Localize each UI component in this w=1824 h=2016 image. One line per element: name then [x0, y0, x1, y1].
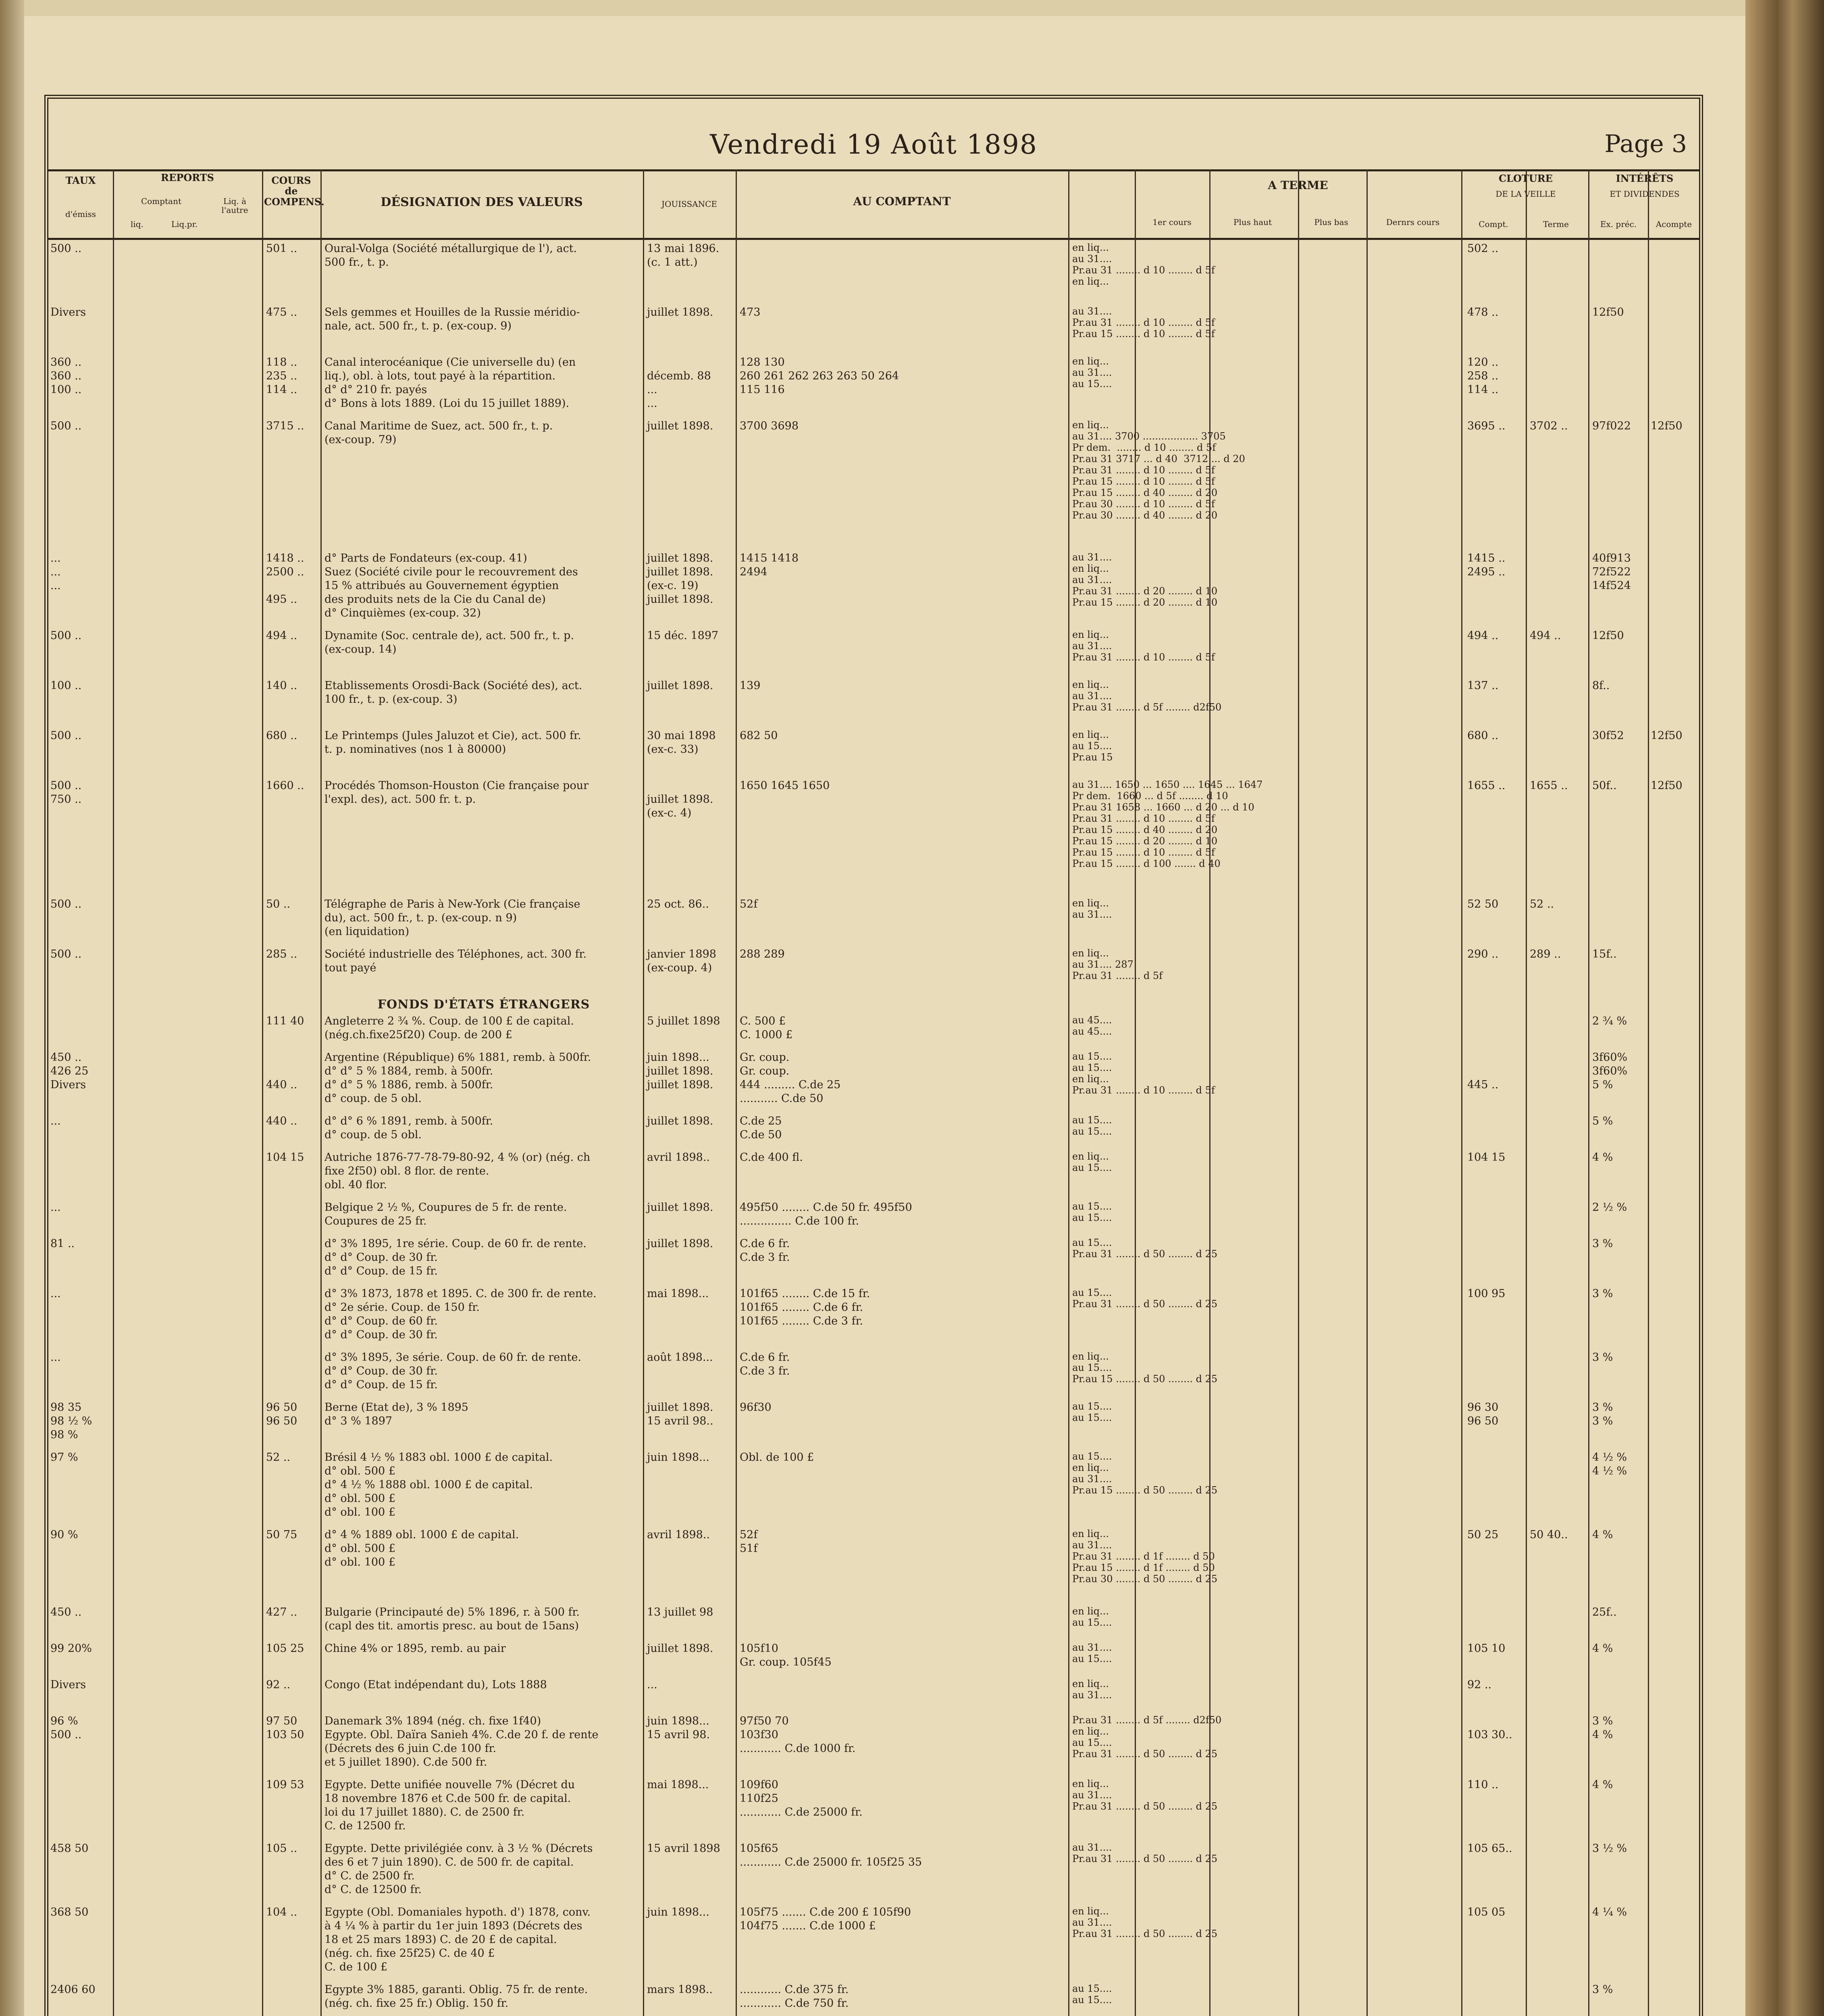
interets-cell: 2 ½ % [1592, 1201, 1627, 1214]
interets-cell: 40f913 72f522 14f524 [1592, 552, 1631, 592]
interets-cell: 4 % [1592, 1642, 1613, 1655]
taux-cell: Divers [50, 306, 86, 319]
terme-cell: au 31.... au 15.... [1072, 1642, 1112, 1664]
acompte-cell: 12f50 [1651, 420, 1683, 432]
terme-cell: Pr.au 31 ........ d 5f ........ d2f50 en liq... au 15.... Pr.au 31 ........ d 50 ........ d 25 [1072, 1714, 1222, 1760]
designation-cell: Etablissements Orosdi-Back (Société des), act. 100 fr., t. p. (ex-coup. 3) [324, 679, 582, 706]
column-rule [1068, 169, 1069, 2016]
jouissance-cell: juillet 1898. [647, 420, 713, 432]
cloture-compt-cell: 290 .. [1467, 948, 1499, 960]
interets-cell: 3 % 3 % [1592, 1401, 1613, 1427]
jouissance-cell: juillet 1898. [647, 1115, 713, 1127]
cours-cell: 3715 .. [266, 420, 304, 432]
taux-cell: 96 % 500 .. [50, 1715, 82, 1741]
taux-cell: 2406 60 [50, 1983, 96, 1996]
taux-cell: 90 % [50, 1529, 78, 1541]
header-et-dividendes: ET DIVIDENDES [1610, 189, 1680, 199]
cours-cell: 501 .. [266, 242, 297, 255]
cours-cell: 1660 .. [266, 779, 304, 792]
cloture-compt-cell: 502 .. [1467, 242, 1499, 255]
header-de-la-veille: DE LA VEILLE [1495, 189, 1556, 199]
cours-cell: 118 .. 235 .. 114 .. [266, 356, 297, 396]
comptant-cell: 1415 1418 2494 [740, 552, 799, 578]
cloture-compt-cell: 105 10 [1467, 1642, 1506, 1655]
taux-cell: 500 .. [50, 898, 82, 910]
cours-cell: 50 .. [266, 898, 291, 910]
header-liq: liq. [131, 219, 144, 229]
cours-cell: 104 .. [266, 1906, 297, 1918]
jouissance-cell: juillet 1898. [647, 1201, 713, 1214]
column-rule [1648, 169, 1649, 2016]
terme-cell: en liq... au 15.... [1072, 1606, 1112, 1628]
jouissance-cell: juin 1898... juillet 1898. juillet 1898. [647, 1051, 713, 1091]
comptant-cell: 473 [740, 306, 761, 319]
column-rule [736, 169, 737, 2016]
jouissance-cell: juillet 1898. [647, 679, 713, 692]
interets-cell: 12f50 [1592, 629, 1624, 642]
comptant-cell: 139 [740, 679, 761, 692]
designation-cell: d° Parts de Fondateurs (ex-coup. 41) Suez (Société civile pour le recouvrement des 15 % attribués au Gouvernement égyptien des produits nets de la Cie du Canal de) d° Cinquièmes (ex-coup. 32) [324, 552, 578, 619]
cours-cell: 440 .. [266, 1115, 297, 1127]
terme-cell: au 31.... Pr.au 31 ........ d 50 ........ d 25 [1072, 1842, 1218, 1864]
cours-cell: 96 50 96 50 [266, 1401, 297, 1427]
header-taux: TAUX [65, 175, 96, 186]
designation-cell: Oural-Volga (Société métallurgique de l'), act. 500 fr., t. p. [324, 242, 577, 269]
column-rule [1461, 169, 1462, 2016]
interets-cell: 30f52 [1592, 729, 1624, 742]
terme-cell: en liq... au 31.... Pr.au 31 ........ d 1f ........ d 50 Pr.au 15 ........ d 1f ........ d 50 Pr.au 30 ........ d 50 ........ d 25 [1072, 1528, 1218, 1585]
designation-cell: Canal Maritime de Suez, act. 500 fr., t. p. (ex-coup. 79) [324, 420, 553, 446]
interets-cell: 4 % [1592, 1529, 1613, 1541]
cloture-terme-cell: 3702 .. [1530, 420, 1568, 432]
taux-cell: 500 .. [50, 948, 82, 960]
comptant-cell: 52f 51f [740, 1529, 758, 1555]
jouissance-cell: mars 1898.. [647, 1983, 713, 1996]
terme-cell: en liq... au 31.... Pr.au 31 ........ d 10 ........ d 5f [1072, 629, 1215, 663]
header-premier-cours: 1er cours [1152, 217, 1192, 227]
interets-cell: 97f022 [1592, 420, 1631, 432]
comptant-cell: 1650 1645 1650 [740, 779, 830, 792]
cloture-compt-cell: 104 15 [1467, 1151, 1506, 1164]
comptant-cell: ............ C.de 375 fr. ............ C.de 750 fr. [740, 1983, 849, 2010]
column-rule [320, 169, 322, 2016]
comptant-cell: 105f75 ....... C.de 200 £ 105f90 104f75 ....... C.de 1000 £ [740, 1906, 911, 1932]
jouissance-cell: juin 1898... 15 avril 98. [647, 1715, 710, 1741]
cloture-compt-cell: 92 .. [1467, 1679, 1492, 1691]
terme-cell: en liq... au 15.... Pr.au 15 [1072, 729, 1113, 763]
comptant-cell: 105f10 Gr. coup. 105f45 [740, 1642, 832, 1668]
comptant-cell: 109f60 110f25 ............ C.de 25000 fr. [740, 1779, 863, 1818]
terme-cell: en liq... au 31.... [1072, 898, 1112, 920]
cours-cell: 285 .. [266, 948, 297, 960]
comptant-cell: 97f50 70 103f30 ............ C.de 1000 fr. [740, 1715, 856, 1755]
designation-cell: Dynamite (Soc. centrale de), act. 500 fr., t. p. (ex-coup. 14) [324, 629, 574, 656]
cloture-compt-cell: 3695 .. [1467, 420, 1506, 432]
jouissance-cell: 15 déc. 1897 [647, 629, 719, 642]
interets-cell: 3 % 4 % [1592, 1715, 1613, 1741]
interets-cell: 4 % [1592, 1779, 1613, 1791]
designation-cell: Le Printemps (Jules Jaluzot et Cie), act. 500 fr. t. p. nominatives (nos 1 à 80000) [324, 729, 581, 756]
header-au-comptant: AU COMPTANT [853, 195, 951, 208]
jouissance-cell: juillet 1898. (ex-c. 4) [647, 793, 713, 819]
designation-cell: Berne (Etat de), 3 % 1895 d° 3 % 1897 [324, 1401, 468, 1427]
taux-cell: ... [50, 1201, 61, 1214]
header-cloture: CLOTURE [1499, 173, 1553, 184]
header-liq-pr: Liq.pr. [171, 219, 198, 229]
terme-cell: au 15.... au 15.... [1072, 1201, 1112, 1223]
header-interets: INTÉRÊTS [1616, 173, 1674, 184]
header-taux-sub: d'émiss [65, 209, 96, 219]
taux-cell: Divers [50, 1679, 86, 1691]
header-acompte: Acompte [1656, 219, 1692, 229]
taux-cell: 98 35 98 ½ % 98 % [50, 1401, 92, 1441]
section-title-fonds: FONDS D'ÉTATS ÉTRANGERS [377, 998, 590, 1012]
cloture-terme-cell: 289 .. [1530, 948, 1561, 960]
cloture-compt-cell: 110 .. [1467, 1779, 1499, 1791]
jouissance-cell: janvier 1898 (ex-coup. 4) [647, 948, 716, 974]
terme-cell: au 15.... au 15.... [1072, 1114, 1112, 1137]
cloture-compt-cell: 1655 .. [1467, 779, 1506, 792]
designation-cell: Autriche 1876-77-78-79-80-92, 4 % (or) (nég. ch fixe 2f50) obl. 8 flor. de rente. obl. 40 flor. [324, 1151, 591, 1191]
cloture-compt-cell: 137 .. [1467, 679, 1499, 692]
cloture-compt-cell: 100 95 [1467, 1287, 1506, 1300]
column-rule [113, 169, 114, 2016]
interets-cell: 3 % [1592, 1237, 1613, 1250]
cours-cell: 427 .. [266, 1606, 297, 1618]
jouissance-cell: 13 juillet 98 [647, 1606, 713, 1618]
taux-cell: 500 .. 750 .. [50, 779, 82, 806]
designation-cell: Egypte. Dette privilégiée conv. à 3 ½ % (Décrets des 6 et 7 juin 1890). C. de 500 fr. de capital. d° C. de 2500 fr. d° C. de 12500 fr. [324, 1842, 593, 1896]
terme-cell: au 31.... en liq... au 31.... Pr.au 31 ........ d 20 ........ d 10 Pr.au 15 ........ d 20 ........ d 10 [1072, 552, 1218, 608]
jouissance-cell: 30 mai 1898 (ex-c. 33) [647, 729, 716, 756]
cours-cell: 494 .. [266, 629, 297, 642]
cloture-compt-cell: 103 30.. [1467, 1729, 1512, 1741]
interets-cell: 12f50 [1592, 306, 1624, 319]
column-rule [1298, 169, 1299, 2016]
taux-cell: 450 .. [50, 1606, 82, 1618]
jouissance-cell: mai 1898... [647, 1779, 709, 1791]
terme-cell: au 15.... au 15.... en liq... Pr.au 31 ........ d 10 ........ d 5f [1072, 1051, 1215, 1096]
terme-cell: au 15.... au 15.... [1072, 1983, 1112, 2006]
taux-cell: 368 50 [50, 1906, 89, 1918]
cloture-terme-cell: 50 40.. [1530, 1529, 1568, 1541]
jouissance-cell: mai 1898... [647, 1287, 709, 1300]
taux-cell: 500 .. [50, 242, 82, 255]
jouissance-cell: décemb. 88 ... ... [647, 370, 711, 410]
cloture-compt-cell: 478 .. [1467, 306, 1499, 319]
cours-cell: 50 75 [266, 1529, 297, 1541]
jouissance-cell: 13 mai 1896. (c. 1 att.) [647, 242, 720, 269]
cloture-compt-cell: 1415 .. 2495 .. [1467, 552, 1506, 578]
terme-cell: en liq... au 31.... Pr.au 31 ........ d 50 ........ d 25 [1072, 1778, 1218, 1812]
designation-cell: Congo (Etat indépendant du), Lots 1888 [324, 1679, 547, 1691]
column-rule [1366, 169, 1368, 2016]
taux-cell: ... [50, 1351, 61, 1364]
comptant-cell: 288 289 [740, 948, 785, 960]
header-liq-a: Liq. à l'autre [221, 196, 248, 215]
designation-cell: d° 3% 1873, 1878 et 1895. C. de 300 fr. de rente. d° 2e série. Coup. de 150 fr. d° d° Coup. de 60 fr. d° d° Coup. de 30 fr. [324, 1287, 597, 1341]
header-plus-haut: Plus haut [1233, 217, 1272, 227]
cours-cell: 440 .. [266, 1079, 297, 1091]
cloture-compt-cell: 120 .. 258 .. 114 .. [1467, 356, 1499, 396]
cloture-compt-cell: 96 30 96 50 [1467, 1401, 1499, 1427]
designation-cell: d° 3% 1895, 1re série. Coup. de 60 fr. de rente. d° d° Coup. de 30 fr. d° d° Coup. de 15 fr. [324, 1237, 587, 1277]
column-rule [1526, 169, 1527, 2016]
header-compt: Compt. [1479, 219, 1508, 229]
cloture-compt-cell: 52 50 [1467, 898, 1499, 910]
acompte-cell: 12f50 [1651, 729, 1683, 742]
interets-cell: 3 ½ % [1592, 1842, 1627, 1855]
comptant-cell: Obl. de 100 £ [740, 1451, 814, 1464]
taux-cell: ... [50, 1115, 61, 1127]
interets-cell: 50f.. [1592, 779, 1617, 792]
designation-cell: Egypte (Obl. Domaniales hypoth. d') 1878, conv. à 4 ¼ % à partir du 1er juin 1893 (Décrets des 18 et 25 mars 1893) C. de 20 £ de capital. (nég. ch. fixe 25f25) C. de 40 £ C. de 100 £ [324, 1906, 591, 1973]
header-jouissance: JOUISSANCE [661, 199, 718, 209]
taux-cell: 81 .. [50, 1237, 75, 1250]
comptant-cell: 101f65 ........ C.de 15 fr. 101f65 ........ C.de 6 fr. 101f65 ........ C.de 3 fr. [740, 1287, 870, 1327]
jouissance-cell: juin 1898... [647, 1451, 709, 1464]
terme-cell: en liq... au 31.... 287 Pr.au 31 ........ d 5f [1072, 948, 1163, 981]
designation-cell: Chine 4% or 1895, remb. au pair [324, 1642, 506, 1655]
header-terme: Terme [1543, 219, 1569, 229]
taux-cell: 500 .. [50, 629, 82, 642]
cloture-terme-cell: 494 .. [1530, 629, 1561, 642]
header-dernier-cours: Dernrs cours [1386, 217, 1440, 227]
jouissance-cell: août 1898... [647, 1351, 713, 1364]
page-header [44, 121, 1703, 173]
jouissance-cell: juin 1898... [647, 1906, 709, 1918]
jouissance-cell: juillet 1898. juillet 1898. (ex-c. 19) juillet 1898. [647, 552, 713, 606]
designation-cell: Société industrielle des Téléphones, act. 300 fr. tout payé [324, 948, 587, 974]
interets-cell: 25f.. [1592, 1606, 1617, 1618]
cours-cell: 92 .. [266, 1679, 291, 1691]
comptant-cell: 52f [740, 898, 758, 910]
terme-cell: en liq... au 31.... Pr.au 31 ........ d 10 ........ d 5f en liq... [1072, 242, 1215, 287]
taux-cell: 500 .. [50, 729, 82, 742]
cloture-compt-cell: 445 .. [1467, 1079, 1499, 1091]
jouissance-cell: juillet 1898. [647, 1237, 713, 1250]
jouissance-cell: ... [647, 1679, 657, 1691]
interets-cell: 4 ¼ % [1592, 1906, 1627, 1918]
page-date: Vendredi 19 Août 1898 [710, 129, 1038, 160]
header-ex-prec: Ex. préc. [1600, 219, 1637, 229]
header-reports: REPORTS [161, 172, 214, 183]
designation-cell: Egypte. Dette unifiée nouvelle 7% (Décret du 18 novembre 1876 et C.de 500 fr. de capital. loi du 17 juillet 1880). C. de 2500 fr. C. de 12500 fr. [324, 1779, 575, 1832]
jouissance-cell: avril 1898.. [647, 1151, 710, 1164]
designation-cell: Sels gemmes et Houilles de la Russie méridio- nale, act. 500 fr., t. p. (ex-coup. 9) [324, 306, 580, 332]
comptant-cell: C.de 25 C.de 50 [740, 1115, 782, 1141]
comptant-cell: 105f65 ............ C.de 25000 fr. 105f25 35 [740, 1842, 922, 1868]
terme-cell: en liq... au 31.... 3700 .................. 3705 Pr dem. ........ d 10 ........ d 5f Pr.au 31 3717 ... d 40 3712 ... d 20 Pr.au 31 ........ d 10 ........ d 5f Pr.au 15 ........ d 10 ........ d 5f Pr.au 15 ........ d 40 ........ d 20 Pr.au 30 ........ d 10 ........ d 5f Pr.au 30 ........ d 40 ........ d 20 [1072, 419, 1245, 521]
terme-cell: au 15.... Pr.au 31 ........ d 50 ........ d 25 [1072, 1237, 1218, 1260]
jouissance-cell: 25 oct. 86.. [647, 898, 709, 910]
designation-cell: d° 3% 1895, 3e série. Coup. de 60 fr. de rente. d° d° Coup. de 30 fr. d° d° Coup. de 15 fr. [324, 1351, 582, 1391]
taux-cell: 458 50 [50, 1842, 89, 1855]
interets-cell: 2 ¾ % [1592, 1015, 1627, 1027]
header-comptant: Comptant [141, 196, 181, 206]
designation-cell: Angleterre 2 ¾ %. Coup. de 100 £ de capital. (nég.ch.fixe25f20) Coup. de 200 £ [324, 1015, 574, 1041]
comptant-cell: 495f50 ........ C.de 50 fr. 495f50 ............... C.de 100 fr. [740, 1201, 912, 1227]
cloture-compt-cell: 50 25 [1467, 1529, 1499, 1541]
column-rule [262, 169, 263, 2016]
terme-cell: en liq... au 31.... [1072, 1678, 1112, 1701]
terme-cell: au 15.... Pr.au 31 ........ d 50 ........ d 25 [1072, 1287, 1218, 1310]
interets-cell: 5 % [1592, 1115, 1613, 1127]
jouissance-cell: 5 juillet 1898 [647, 1015, 720, 1027]
taux-cell: 500 .. [50, 420, 82, 432]
designation-cell: Argentine (République) 6% 1881, remb. à 500fr. d° d° 5 % 1884, remb. à 500fr. d° d° 5 % 1886, remb. à 500fr. d° coup. de 5 obl. [324, 1051, 591, 1105]
interets-cell: 8f.. [1592, 679, 1610, 692]
designation-cell: Belgique 2 ½ %, Coupures de 5 fr. de rente. Coupures de 25 fr. [324, 1201, 567, 1227]
designation-cell: Egypte 3% 1885, garanti. Oblig. 75 fr. de rente. (nég. ch. fixe 25 fr.) Oblig. 150 fr. [324, 1983, 588, 2010]
interets-cell: 3 % [1592, 1351, 1613, 1364]
column-rule [1588, 169, 1589, 2016]
cours-cell: 680 .. [266, 729, 297, 742]
cours-cell: 109 53 [266, 1779, 304, 1791]
cours-cell: 105 25 [266, 1642, 304, 1655]
taux-cell: 99 20% [50, 1642, 92, 1655]
book-binding [1745, 0, 1824, 2016]
header-plus-bas: Plus bas [1314, 217, 1348, 227]
page-left-edge [0, 0, 24, 2016]
taux-cell: 100 .. [50, 679, 82, 692]
terme-cell: en liq... au 15.... Pr.au 15 ........ d 50 ........ d 25 [1072, 1351, 1218, 1385]
comptant-cell: 96f30 [740, 1401, 772, 1414]
cloture-compt-cell: 105 65.. [1467, 1842, 1512, 1855]
cours-cell: 104 15 [266, 1151, 304, 1164]
jouissance-cell: avril 1898.. [647, 1529, 710, 1541]
interets-cell: 4 ½ % 4 ½ % [1592, 1451, 1627, 1477]
taux-cell: 360 .. 360 .. 100 .. [50, 356, 82, 396]
cours-cell: 105 .. [266, 1842, 297, 1855]
jouissance-cell: juillet 1898. 15 avril 98.. [647, 1401, 713, 1427]
designation-cell: d° 4 % 1889 obl. 1000 £ de capital. d° obl. 500 £ d° obl. 100 £ [324, 1529, 519, 1568]
comptant-cell: C.de 6 fr. C.de 3 fr. [740, 1351, 790, 1377]
header-designation: DÉSIGNATION DES VALEURS [381, 195, 583, 209]
interets-cell: 3 % [1592, 1287, 1613, 1300]
interets-cell: 15f.. [1592, 948, 1617, 960]
cloture-compt-cell: 680 .. [1467, 729, 1499, 742]
cours-cell: 1418 .. 2500 .. 495 .. [266, 552, 304, 606]
cours-cell: 475 .. [266, 306, 297, 319]
designation-cell: Canal interocéanique (Cie universelle du) (en liq.), obl. à lots, tout payé à la répartition. d° d° 210 fr. payés d° Bons à lots 1889. (Loi du 15 juillet 1889). [324, 356, 576, 410]
column-rule [643, 169, 644, 2016]
acompte-cell: 12f50 [1651, 779, 1683, 792]
jouissance-cell: juillet 1898. [647, 1642, 713, 1655]
cours-cell: 111 40 [266, 1015, 304, 1027]
cloture-compt-cell: 105 05 [1467, 1906, 1506, 1918]
cloture-compt-cell: 494 .. [1467, 629, 1499, 642]
designation-cell: Bulgarie (Principauté de) 5% 1896, r. à 500 fr. (capl des tit. amortis presc. au bout de 15ans) [324, 1606, 580, 1632]
cours-cell: 52 .. [266, 1451, 291, 1464]
cours-cell: 97 50 103 50 [266, 1715, 304, 1741]
comptant-cell: C. 500 £ C. 1000 £ [740, 1015, 793, 1041]
terme-cell: au 45.... au 45.... [1072, 1014, 1112, 1037]
designation-cell: Danemark 3% 1894 (nég. ch. fixe 1f40) Egypte. Obl. Daïra Sanieh 4%. C.de 20 f. de rente (Décrets des 6 juin C.de 100 fr. et 5 juillet 1890). C.de 500 fr. [324, 1715, 599, 1768]
taux-cell: 450 .. 426 25 Divers [50, 1051, 89, 1091]
comptant-cell: C.de 6 fr. C.de 3 fr. [740, 1237, 790, 1264]
designation-cell: Télégraphe de Paris à New-York (Cie française du), act. 500 fr., t. p. (ex-coup. n 9) (en liquidation) [324, 898, 580, 938]
terme-cell: au 15.... au 15.... [1072, 1401, 1112, 1423]
designation-cell: Brésil 4 ½ % 1883 obl. 1000 £ de capital. d° obl. 500 £ d° 4 ½ % 1888 obl. 1000 £ de capital. d° obl. 500 £ d° obl. 100 £ [324, 1451, 553, 1518]
comptant-cell: 682 50 [740, 729, 778, 742]
terme-cell: en liq... au 31.... Pr.au 31 ........ d 5f ........ d2f50 [1072, 679, 1222, 713]
terme-cell: au 31.... 1650 ... 1650 .... 1645 ... 1647 Pr dem. 1660 ... d 5f ........ d 10 Pr.au 31 1658 ... 1660 ... d 20 ... d 10 Pr.au 31 ........ d 10 ........ d 5f Pr.au 15 ........ d 40 ........ d 20 Pr.au 15 ........ d 20 ........ d 10 Pr.au 15 ........ d 10 ........ d 5f Pr.au 15 ........ d 100 ....... d 40 [1072, 779, 1263, 869]
comptant-cell: 3700 3698 [740, 420, 799, 432]
taux-cell: 97 % [50, 1451, 78, 1464]
jouissance-cell: juillet 1898. [647, 306, 713, 319]
cloture-terme-cell: 1655 .. [1530, 779, 1568, 792]
designation-cell: Procédés Thomson-Houston (Cie française pour l'expl. des), act. 500 fr. t. p. [324, 779, 589, 806]
designation-cell: d° d° 6 % 1891, remb. à 500fr. d° coup. de 5 obl. [324, 1115, 493, 1141]
interets-cell: 3f60% 3f60% 5 % [1592, 1051, 1628, 1091]
page-number: Page 3 [1604, 130, 1687, 158]
terme-cell: au 15.... en liq... au 31.... Pr.au 15 ........ d 50 ........ d 25 [1072, 1451, 1218, 1496]
interets-cell: 4 % [1592, 1151, 1613, 1164]
terme-cell: en liq... au 31.... au 15.... [1072, 356, 1112, 389]
taux-cell: ... ... ... [50, 552, 61, 592]
taux-cell: ... [50, 1287, 61, 1300]
comptant-cell: C.de 400 fl. [740, 1151, 803, 1164]
terme-cell: en liq... au 15.... [1072, 1151, 1112, 1173]
header-a-terme: A TERME [1268, 179, 1328, 192]
jouissance-cell: 15 avril 1898 [647, 1842, 720, 1855]
cours-cell: 140 .. [266, 679, 297, 692]
cloture-terme-cell: 52 .. [1530, 898, 1554, 910]
interets-cell: 3 % [1592, 1983, 1613, 1996]
terme-cell: au 31.... Pr.au 31 ........ d 10 ........ d 5f Pr.au 15 ........ d 10 ........ d 5f [1072, 306, 1215, 339]
comptant-cell: 128 130 260 261 262 263 263 50 264 115 116 [740, 356, 899, 396]
header-cours: COURS de COMPENS. [264, 175, 324, 208]
comptant-cell: Gr. coup. Gr. coup. 444 ......... C.de 25 ........... C.de 50 [740, 1051, 841, 1105]
terme-cell: en liq... au 31.... Pr.au 31 ........ d 50 ........ d 25 [1072, 1906, 1218, 1939]
